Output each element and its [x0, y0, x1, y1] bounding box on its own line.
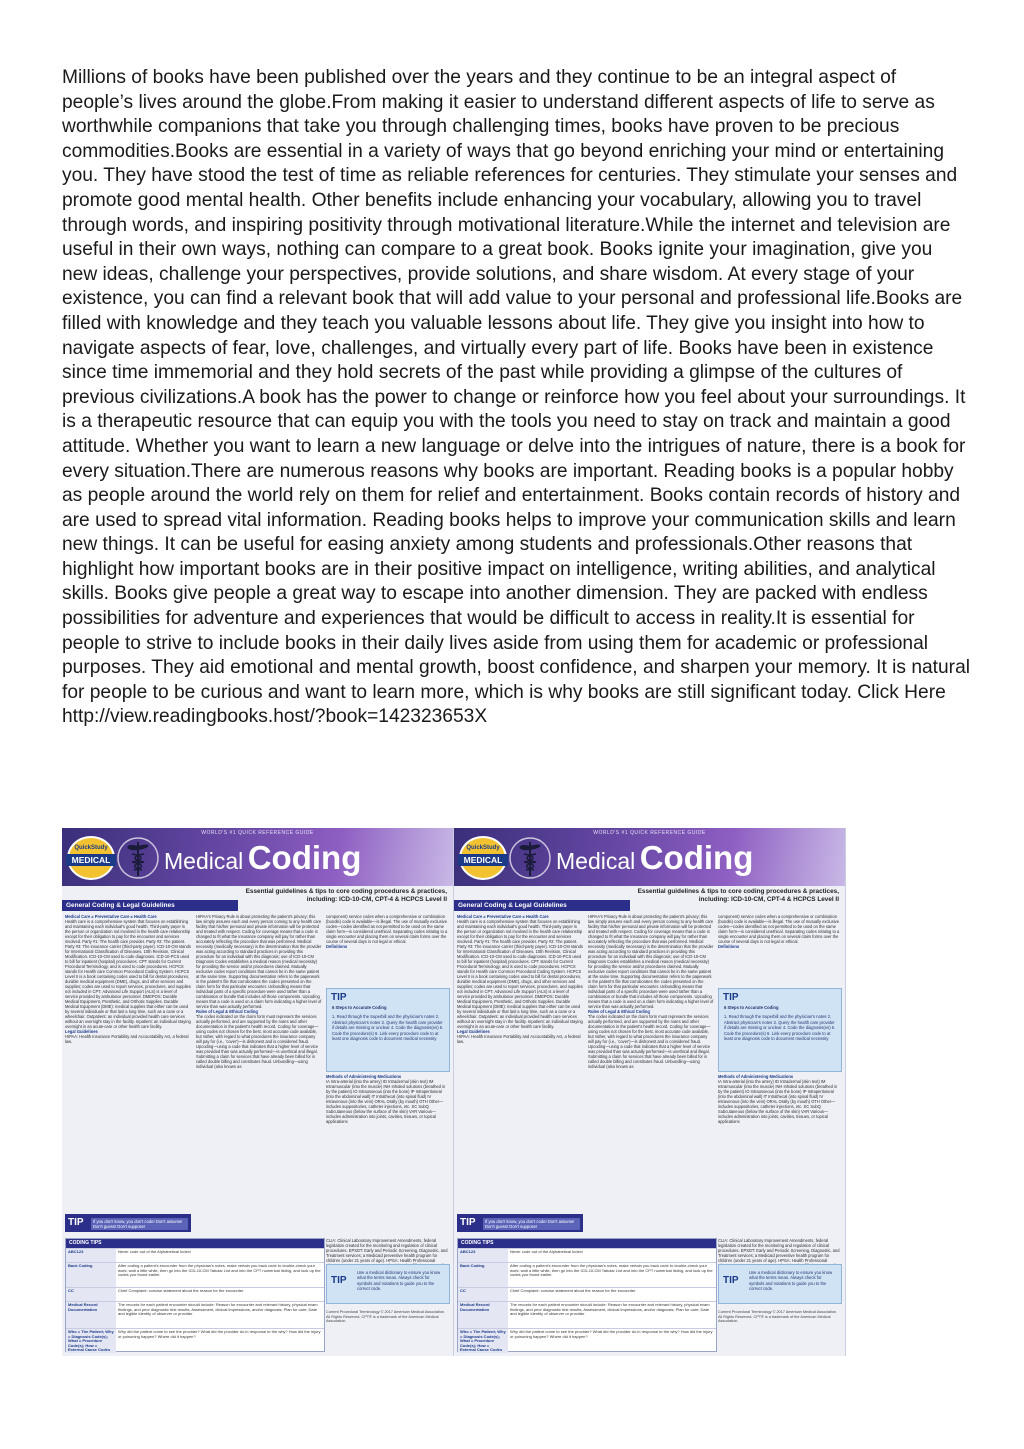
cover-title-word1: Medical — [556, 848, 636, 874]
coding-tips-table — [65, 1238, 325, 1352]
coding-tips-heading: CODING TIPS — [66, 1239, 324, 1248]
col2-rules-text: The codes indicated on the claim form must represent the services actually performed, and are supported by the notes and other documentation in the patient's health record. Coding for coverage—using codes not chosen for the best, most accurate code available, but rather, with regard to what procedures the insurance company will pay for (i.e., 'cover')—is dishonest and is considered fraud. Upcoding—using a code that indicates that a higher level of service was provided than was actually performed—is unethical and illegal. Submitting a claim for services that have already been billed for is called double billing and constitutes fraud. Unbundling—using individual (also known as — [588, 1014, 711, 1069]
cover-banner — [62, 828, 453, 886]
article-paragraph: Millions of books have been published over the years and they continue to be an integral aspect of people’s lives around the globe.From making it easier to understand different aspects of life to serve as worthwhile companions that take you through challenging times, books have proven to be precious commodities.Books are essential in a variety of ways that go beyond enriching your mind or entertaining you. They have stood the test of time as reliable references for centuries. They stimulate your senses and promote good mental health. Other benefits include enhancing your vocabulary, allowing you to travel through words, and inspiring positivity through motivational literature.While the internet and television are useful in their own ways, nothing can compare to a great book. Books ignite your imagination, give you new ideas, challenge your perspectives, provide solutions, and share wisdom. At every stage of your existence, you can find a relevant book that will add value to your personal and professional life.Books are filled with knowledge and they teach you valuable lessons about life. They give you insight into how to navigate aspects of fear, love, challenges, and virtually every part of life. Books have been in existence since time immemorial and they hold secrets of the past while providing a glimpse of the cultures of previous civilizations.A book has the power to change or reinforce how you feel about your surroundings. It is a therapeutic resource that can equip you with the tools you need to stay on track and maintain a good attitude. Whether you want to learn a new language or delve into the intrigues of nature, there is a book for every situation.There are numerous reasons why books are important. Reading books is a popular hobby as people around the world rely on them for relief and entertainment. Books contain records of history and are used to spread vital information. Reading books helps to improve your communication skills and learn new things. It can be useful for easing anxiety among students and professionals.Other reasons that highlight how important books are in their positive impact on intelligence, writing abilities, and analytical skills. Books give people a great way to escape into another dimension. They are packed with endless possibilities for adventure and experiences that would be difficult to access in reality.It is essential for people to strive to include books in their daily lives aside from using them for academic or professional purposes. They aid emotional and mental growth, boost confidence, and sharpen your memory. It is natural for people to be curious and want to learn more, which is why books are still significant today. Click Here http://view.readingbooks.host/?book=142323653X — [62, 67, 971, 728]
col1-heading: Medical Care ≠ Preventative Care ≠ Health Care — [65, 914, 157, 919]
col3-methods-text: IA Intra-arterial (into the artery) ID Intradermal (skin text) IM Intramuscular (into the muscle) INH Inhaled solutions (breathed in by the patient) IO Intraosseous (into the bone) IP Intraperitoneal (into the abdominal wall) IT Intrathecal (into spinal fluid) IV Intravenous (into the vein) ORAL Orally (by mouth) OTH Other—includes suppositories, catheter injections, etc. SC SubQ Subcutaneous (below the surface of the skin) VAR Various—includes administration into joints, cavities, tissues, or topical applications — [718, 1079, 838, 1124]
caduceus-icon — [508, 836, 552, 880]
tip-box-dictionary — [326, 1264, 450, 1304]
tip3-text: Use a medical dictionary to ensure you know what the terms mean. Always check for symbols and notations to guide you to the correct code. — [357, 1270, 441, 1292]
tip-steps-title: 6 Steps to Accurate Coding — [724, 1005, 779, 1010]
book-cover-images — [62, 828, 846, 1356]
cover-title-word2: Coding — [639, 839, 754, 876]
article-text-block — [62, 66, 972, 730]
table-row-value: Why did the patient come to see the provider? What did the provider do in response to the why? How did the injury or poisoning happen? Where did it happen? — [118, 1329, 321, 1339]
table-row-key: Medical Record Documentation — [458, 1302, 508, 1328]
col2-rules-heading: Rules of Legal & Ethical Coding — [588, 1009, 650, 1014]
tip-label: TIP — [331, 992, 347, 1003]
tip-bar-bottom — [65, 1214, 191, 1232]
tip-steps-title: 6 Steps to Accurate Coding — [332, 1005, 387, 1010]
tip-box-steps — [718, 988, 842, 1072]
table-row — [66, 1328, 324, 1353]
tip-bottom-label: TIP — [460, 1217, 476, 1228]
col1-legal-text: HIPAA: Health Insurance Portability and Accountability Act, a federal law. — [65, 1034, 189, 1044]
caduceus-icon — [116, 836, 160, 880]
table-row — [458, 1248, 716, 1262]
col3-methods-text: IA Intra-arterial (into the artery) ID Intradermal (skin text) IM Intramuscular (into the muscle) INH Inhaled solutions (breathed in by the patient) IO Intraosseous (into the bone) IP Intraperitoneal (into the abdominal wall) IT Intrathecal (into spinal fluid) IV Intravenous (into the vein) ORAL Orally (by mouth) OTH Other—includes suppositories, catheter injections, etc. SC SubQ Subcutaneous (below the surface of the skin) VAR Various—includes administration into joints, cavities, tissues, or topical applications — [326, 1079, 446, 1124]
cover-title-word2: Coding — [247, 839, 362, 876]
col1-heading: Medical Care ≠ Preventative Care ≠ Health Care — [457, 914, 549, 919]
table-row — [66, 1287, 324, 1301]
table-row — [66, 1262, 324, 1287]
col3-methods-heading: Methods of Administering Medications — [326, 1074, 402, 1079]
tip3-label: TIP — [723, 1275, 739, 1286]
section-heading: General Coding & Legal Guidelines — [62, 900, 238, 911]
badge-main-text: MEDICAL — [458, 854, 508, 866]
table-row-key: CC — [458, 1288, 508, 1301]
table-row-key: ABC123 — [66, 1249, 116, 1262]
copyright-text: Current Procedural Terminology © 2017 American Medical Association. All Rights Reserved. CPT® is a trademark of the American Medical Association. — [326, 1310, 446, 1324]
badge-top-text: QuickStudy — [74, 845, 108, 851]
badge-top-text: QuickStudy — [466, 845, 500, 851]
cover-column-3-methods — [718, 1074, 840, 1224]
col3-bottom-text: CLIA: Clinical Laboratory Improvement Amendments, federal legislation created for the monitoring and regulation of clinical procedures. EPSDT: Early and Periodic Screening, Diagnostic, and Treatment services; a Medicaid preventive health program for children (under 21 years of age). HPSA: Health Professional — [326, 1238, 448, 1263]
quickstudy-badge — [67, 836, 115, 880]
cover-column-2 — [196, 914, 322, 1232]
col3-text: component) service codes when a comprehensive or combination (bundle) code is available—is illegal. The use of mutually exclusive codes—codes identified as not permitted to be used on the same claim form—is considered unethical. Separating codes relating to a single encounter and placing them on several claim forms over the course of several days is not legal or ethical. — [326, 914, 448, 944]
table-row-value: After coding a patient's encounter from the physician's notes, make certain you back code to double-check your work; wait a little while, then go into the ICD-10-CM Tabular List and into the CPT numerical listing, and look up the codes you found earlier. — [118, 1263, 321, 1278]
tip-label: TIP — [723, 992, 739, 1003]
cover-column-3-bottom — [718, 1238, 840, 1264]
cover-series-text: WORLD'S #1 QUICK REFERENCE GUIDE — [201, 830, 314, 836]
book-cover-left — [62, 828, 454, 1356]
table-row-value: After coding a patient's encounter from the physician's notes, make certain you back code to double-check your work; wait a little while, then go into the ICD-10-CM Tabular List and into the CPT numerical listing, and look up the codes you found earlier. — [510, 1263, 713, 1278]
col3-text: component) service codes when a comprehensive or combination (bundle) code is available—is illegal. The use of mutually exclusive codes—codes identified as not permitted to be used on the same claim form—is considered unethical. Separating codes relating to a single encounter and placing them on several claim forms over the course of several days is not legal or ethical. — [718, 914, 840, 944]
col1-legal-text: HIPAA: Health Insurance Portability and Accountability Act, a federal law. — [457, 1034, 581, 1044]
table-row-key: Who = The Patient; Why = Diagnosis Code(s); What = Procedure Code(s); How = External Cause Codes — [458, 1329, 508, 1353]
col2-rules-text: The codes indicated on the claim form must represent the services actually performed, and are supported by the notes and other documentation in the patient's health record. Coding for coverage—using codes not chosen for the best, most accurate code available, but rather, with regard to what procedures the insurance company will pay for (i.e., 'cover')—is dishonest and is considered fraud. Upcoding—using a code that indicates that a higher level of service was provided than was actually performed—is unethical and illegal. Submitting a claim for services that have already been billed for is called double billing and constitutes fraud. Unbundling—using individual (also known as — [196, 1014, 319, 1069]
table-row-value: Why did the patient come to see the provider? What did the provider do in response to the why? How did the injury or poisoning happen? Where did it happen? — [510, 1329, 713, 1339]
col1-legal-heading: Legal Guidelines — [65, 1029, 98, 1034]
tip-bottom-label: TIP — [68, 1217, 84, 1228]
col2-rules-heading: Rules of Legal & Ethical Coding — [196, 1009, 258, 1014]
tip-bar-bottom — [457, 1214, 583, 1232]
table-row-value: Chief Complaint: concise statement about the reason for the encounter — [510, 1288, 636, 1293]
badge-main-text: MEDICAL — [66, 854, 116, 866]
copyright-text: Current Procedural Terminology © 2017 American Medical Association. All Rights Reserved. CPT® is a trademark of the American Medical Association. — [718, 1310, 838, 1324]
cover-banner — [454, 828, 845, 886]
section-heading: General Coding & Legal Guidelines — [454, 900, 630, 911]
col1-text: Health care is a comprehensive system that focuses on establishing and maintaining each individual's good health. Third-party payer is the person or organization not involved in the health care relationship except for their obligation to pay for the encounter and services involved. Party #1: The health care provider. Party #2: The patient. Party #3: The insurance carrier (third-party payer). ICD-10-CM stands for International Classification of Diseases, 10th Revision, Clinical Modification. ICD-10-CM used to code diagnoses. ICD-10-PCS used to bill for inpatient (hospital) procedures. CPT stands for Current Procedural Terminology, and is used to code procedures. HCPCS stands for Health care Common Procedural Coding System. HCPCS Level II is a book containing codes used to bill for dental procedures, durable medical equipment (DME), drugs, and other services and supplies; codes are used to report services, procedures, and supplies not included in CPT. Advanced Life Support (ALS) is a level of service provided by ambulance personnel. DMEPOS: Durable Medical Equipment, Prosthetic, and Orthotic Supplies. Durable Medical Equipment (DME): medical supplies that either can be used by several individuals or that last a long time, such as a cane or a wheelchair. Outpatient: an individual provided health care services without an overnight stay in the facility. Inpatient: an individual staying overnight in an acute-care or other health care facility. — [65, 919, 191, 1029]
col1-text: Health care is a comprehensive system that focuses on establishing and maintaining each individual's good health. Third-party payer is the person or organization not involved in the health care relationship except for their obligation to pay for the encounter and services involved. Party #1: The health care provider. Party #2: The patient. Party #3: The insurance carrier (third-party payer). ICD-10-CM stands for International Classification of Diseases, 10th Revision, Clinical Modification. ICD-10-CM used to code diagnoses. ICD-10-PCS used to bill for inpatient (hospital) procedures. CPT stands for Current Procedural Terminology, and is used to code procedures. HCPCS stands for Health care Common Procedural Coding System. HCPCS Level II is a book containing codes used to bill for dental procedures, durable medical equipment (DME), drugs, and other services and supplies; codes are used to report services, procedures, and supplies not included in CPT. Advanced Life Support (ALS) is a level of service provided by ambulance personnel. DMEPOS: Durable Medical Equipment, Prosthetic, and Orthotic Supplies. Durable Medical Equipment (DME): medical supplies that either can be used by several individuals or that last a long time, such as a cane or a wheelchair. Outpatient: an individual provided health care services without an overnight stay in the facility. Inpatient: an individual staying overnight in an acute-care or other health care facility. — [457, 919, 583, 1029]
coding-tips-heading: CODING TIPS — [458, 1239, 716, 1248]
col2-text: HIPAA's Privacy Rule is about protecting the patient's privacy; this law simply assures each and every person coming to any health care facility that his/her personal and private information will be protected and treated with respect. Coding for coverage means that a code is changed to fit what the insurance company will pay for rather than accurately reflecting the procedure that was performed. Medical necessity (medically necessary) is the determination that the provider was acting according to standard practices in providing this procedure for an individual with this diagnosis; use of ICD-10-CM Diagnosis Codes establishes a medical reason (medical necessity) for providing the service and/or procedures claimed. Mutually exclusive codes report conditions that cannot be in the same patient at the same time. Supporting documentation refers to the paperwork in the patient's file that corroborates the codes presented on the claim form for that particular encounter. Unbundling means that individual parts of a specific procedure were used rather than a combination or bundle that includes all those components. Upcoding means that a code is used on a claim form indicating a higher level of service than was actually performed. — [588, 914, 714, 1009]
table-row-value: Never code out of the Alphabetical Index! — [118, 1249, 191, 1254]
cover-title — [556, 839, 753, 877]
cover-title-word1: Medical — [164, 848, 244, 874]
cover-column-1 — [65, 914, 191, 1232]
tip3-text: Use a medical dictionary to ensure you know what the terms mean. Always check for symbols and notations to guide you to the correct code. — [749, 1270, 833, 1292]
table-row — [458, 1262, 716, 1287]
col3-definitions-heading: Definitions — [326, 944, 348, 949]
table-row — [66, 1248, 324, 1262]
table-row-value: Chief Complaint: concise statement about the reason for the encounter — [118, 1288, 244, 1293]
coding-tips-table — [457, 1238, 717, 1352]
tip-box-steps — [326, 988, 450, 1072]
table-row — [458, 1301, 716, 1328]
tip-bottom-text: If you don't know, you don't code! Don't assume! Don't guess! Don't suppose! — [483, 1218, 580, 1230]
tip-bottom-text: If you don't know, you don't code! Don't assume! Don't guess! Don't suppose! — [91, 1218, 188, 1230]
quickstudy-badge — [459, 836, 507, 880]
table-row-key: ABC123 — [458, 1249, 508, 1262]
table-row-value: The records for each patient encounter should include: Reason for encounter and relevant history, physical exam findings, and prior diagnostic test results; Assessment, clinical impressions, and/or diagnosis; Plan for care; Date and legible identity of observer or provider — [118, 1302, 318, 1317]
tip-box-dictionary — [718, 1264, 842, 1304]
cover-series-text: WORLD'S #1 QUICK REFERENCE GUIDE — [593, 830, 706, 836]
table-row-key: Back Coding — [458, 1263, 508, 1287]
col3-methods-heading: Methods of Administering Medications — [718, 1074, 794, 1079]
table-row-key: Medical Record Documentation — [66, 1302, 116, 1328]
table-row — [66, 1301, 324, 1328]
tip-steps-text: 1. Read through the Superbill and the physician's notes 2. Abstract physician's notes 3. Query the health care provider if details are missing or unclear 4. Code the diagnosis(es) 5. Code the procedure(s) 6. Link every procedure code to at least one diagnosis code to document medical necessity — [724, 1014, 836, 1042]
tip3-label: TIP — [331, 1275, 347, 1286]
cover-subtitle: Essential guidelines & tips to core coding procedures & practices, including: ICD-10-CM, CPT-4 & HCPCS Level II — [245, 888, 447, 903]
cover-subtitle: Essential guidelines & tips to core coding procedures & practices, including: ICD-10-CM, CPT-4 & HCPCS Level II — [637, 888, 839, 903]
table-row-key: Who = The Patient; Why = Diagnosis Code(s); What = Procedure Code(s); How = External Cause Codes — [66, 1329, 116, 1353]
cover-column-1 — [457, 914, 583, 1232]
cover-title — [164, 839, 361, 877]
table-row-value: Never code out of the Alphabetical Index! — [510, 1249, 583, 1254]
table-row-key: Back Coding — [66, 1263, 116, 1287]
cover-column-3-methods — [326, 1074, 448, 1224]
cover-column-2 — [588, 914, 714, 1232]
col3-bottom-text: CLIA: Clinical Laboratory Improvement Amendments, federal legislation created for the monitoring and regulation of clinical procedures. EPSDT: Early and Periodic Screening, Diagnostic, and Treatment services; a Medicaid preventive health program for children (under 21 years of age). HPSA: Health Professional — [718, 1238, 840, 1263]
col3-definitions-heading: Definitions — [718, 944, 740, 949]
table-row-key: CC — [66, 1288, 116, 1301]
table-row — [458, 1287, 716, 1301]
table-row-value: The records for each patient encounter should include: Reason for encounter and relevant history, physical exam findings, and prior diagnostic test results; Assessment, clinical impressions, and/or diagnosis; Plan for care; Date and legible identity of observer or provider — [510, 1302, 710, 1317]
table-row — [458, 1328, 716, 1353]
col1-legal-heading: Legal Guidelines — [457, 1029, 490, 1034]
tip-steps-text: 1. Read through the Superbill and the physician's notes 2. Abstract physician's notes 3. Query the health care provider if details are missing or unclear 4. Code the diagnosis(es) 5. Code the procedure(s) 6. Link every procedure code to at least one diagnosis code to document medical necessity — [332, 1014, 444, 1042]
book-cover-right — [454, 828, 846, 1356]
col2-text: HIPAA's Privacy Rule is about protecting the patient's privacy; this law simply assures each and every person coming to any health care facility that his/her personal and private information will be protected and treated with respect. Coding for coverage means that a code is changed to fit what the insurance company will pay for rather than accurately reflecting the procedure that was performed. Medical necessity (medically necessary) is the determination that the provider was acting according to standard practices in providing this procedure for an individual with this diagnosis; use of ICD-10-CM Diagnosis Codes establishes a medical reason (medical necessity) for providing the service and/or procedures claimed. Mutually exclusive codes report conditions that cannot be in the same patient at the same time. Supporting documentation refers to the paperwork in the patient's file that corroborates the codes presented on the claim form for that particular encounter. Unbundling means that individual parts of a specific procedure were used rather than a combination or bundle that includes all those components. Upcoding means that a code is used on a claim form indicating a higher level of service than was actually performed. — [196, 914, 322, 1009]
cover-column-3-bottom — [326, 1238, 448, 1264]
